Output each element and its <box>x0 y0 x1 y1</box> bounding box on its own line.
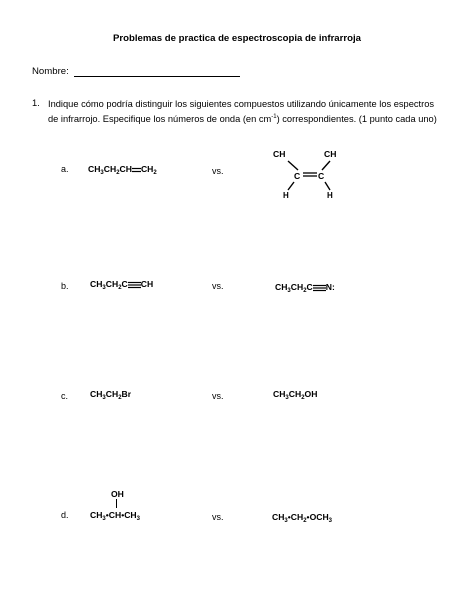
page-title: Problemas de practica de espectroscopia de infrarroja <box>113 33 361 44</box>
item-d-label: d. <box>61 510 69 520</box>
oh-bond-line <box>116 499 117 508</box>
question-text <box>48 98 437 125</box>
vs-c: vs. <box>212 391 224 401</box>
vs-a: vs. <box>212 166 224 176</box>
formula-d-left: $CH_3•CH•CH_3$ <box>90 510 140 522</box>
double-bond-icon <box>132 167 141 173</box>
triple-bond-icon <box>313 284 326 292</box>
svg-text:C: C <box>318 171 325 181</box>
nombre-blank-line <box>74 76 240 77</box>
svg-text:C: C <box>294 171 301 181</box>
svg-text:H: H <box>283 191 289 200</box>
item-a-label: a. <box>61 164 69 174</box>
vs-b: vs. <box>212 281 224 291</box>
formula-a-left: $CH_3CH_2CH$ $CH_2$ <box>88 164 157 176</box>
item-b-label: b. <box>61 281 69 291</box>
formula-d-right: $CH_3•CH_2•OCH_3$ <box>272 512 333 524</box>
nombre-label: Nombre: <box>32 66 69 77</box>
question-number: 1. <box>32 98 40 108</box>
formula-c-right: $CH_3CH_2OH$ <box>273 389 318 401</box>
svg-text:CH: CH <box>324 149 337 159</box>
svg-text:H: H <box>327 191 333 200</box>
formula-b-left: $CH_3CH_2C$ CH <box>90 279 154 291</box>
formula-c-left: $CH_3CH_2Br$ <box>90 389 132 401</box>
question-line-1: Indique cómo podría distinguir los siguientes compuestos utilizando únicamente los espectros <box>48 99 435 109</box>
question-line-2: de infrarrojo. Especifique los números de onda (en $cm^{-1}$) correspondientes. (1 punto cada uno) <box>48 113 437 124</box>
triple-bond-icon <box>128 281 141 289</box>
item-c-label: c. <box>61 391 69 401</box>
cis-2-butene-structure <box>268 146 352 200</box>
vs-d: vs. <box>212 512 224 522</box>
formula-b-right: $CH_3CH_2C$ N: <box>275 282 335 294</box>
formula-d-oh: OH <box>111 489 124 499</box>
svg-text:CH: CH <box>273 149 286 159</box>
